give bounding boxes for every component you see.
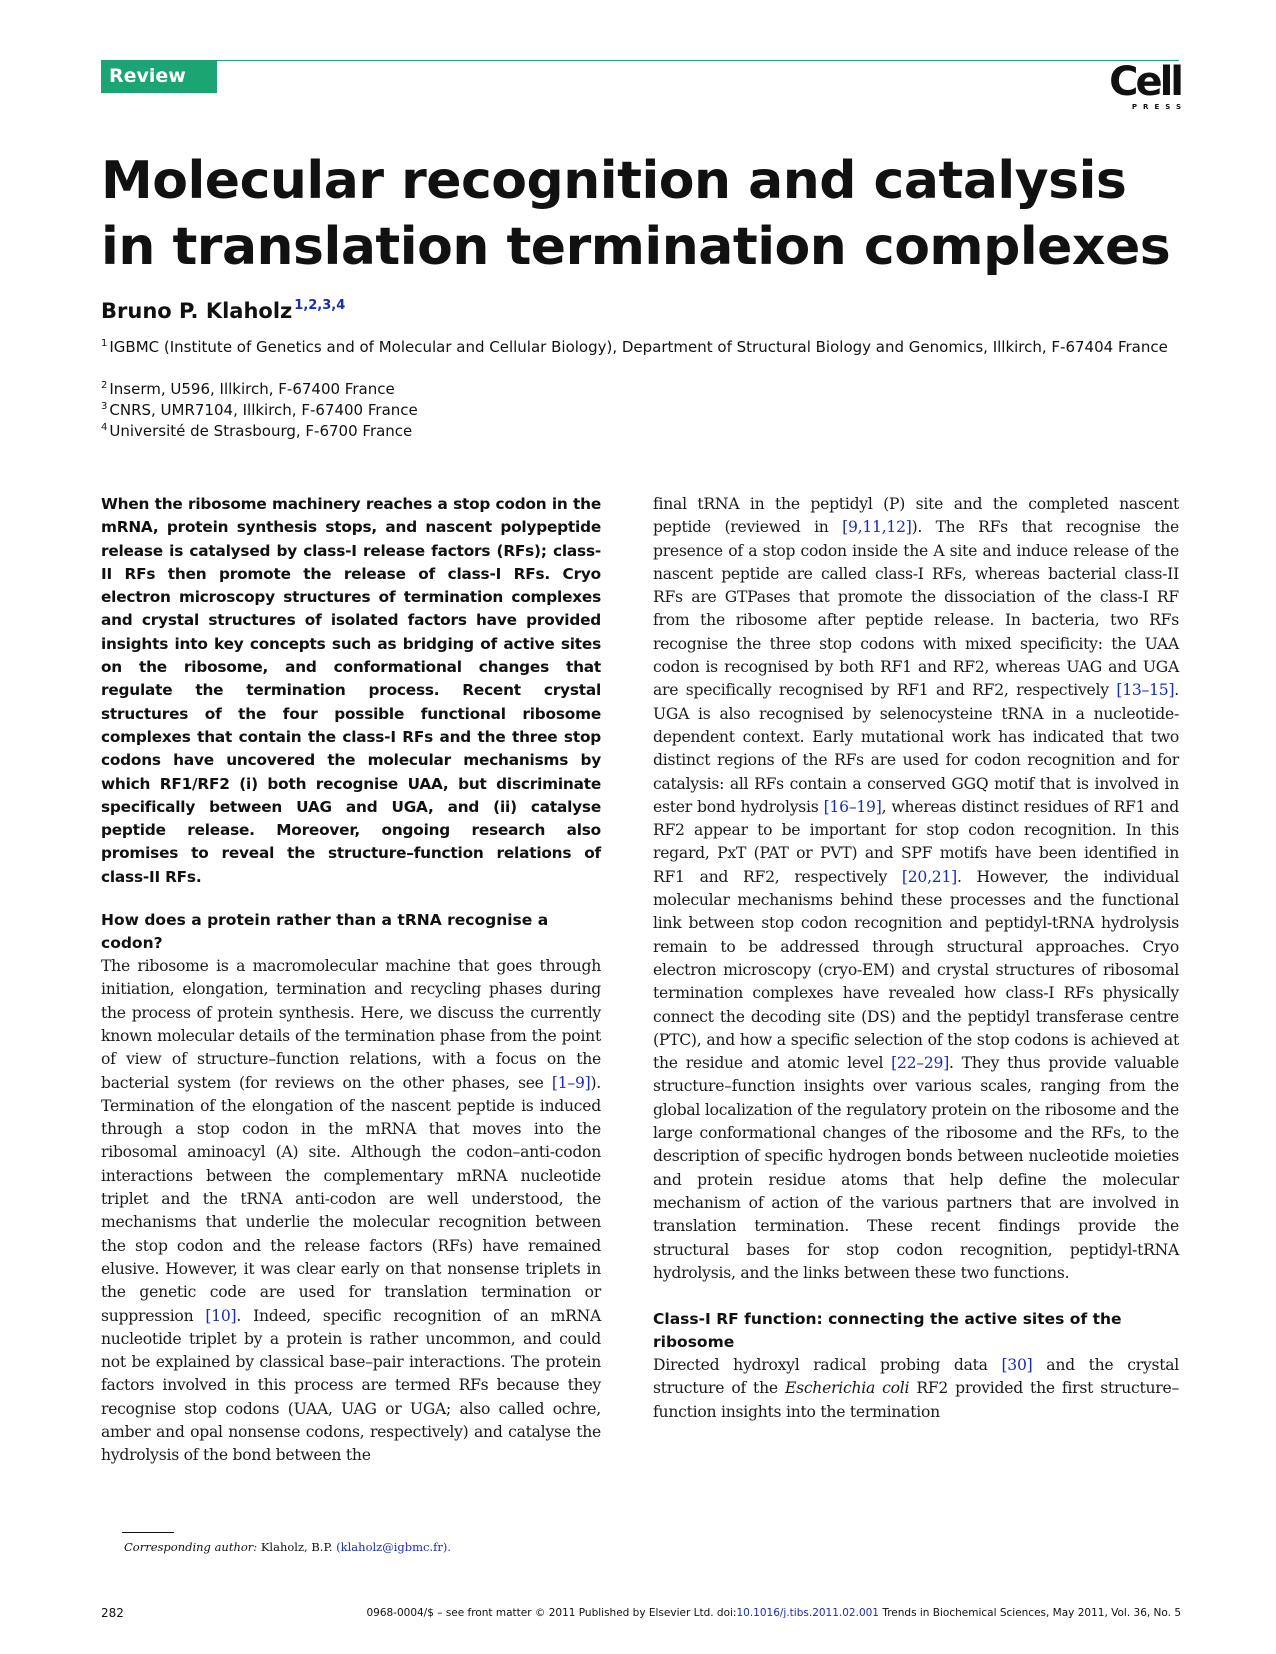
- footnote-label: Corresponding author:: [124, 1540, 258, 1554]
- logo-wordmark: Cell: [1109, 59, 1181, 105]
- footnote-author: Klaholz, B.P.: [260, 1540, 333, 1554]
- citation-link[interactable]: [16–19]: [823, 797, 882, 816]
- author-affiliation-marks: 1,2,3,4: [294, 298, 346, 313]
- abstract: When the ribosome machinery reaches a stop codon in the mRNA, protein synthesis stops, and nascent polypeptide release is catalysed by class-I release factors (RFs); class-II RFs then promote the release of class-I RFs. Cryo electron microscopy structures of termination complexes and crystal structures of isolated factors have provided insights into key concepts such as bridging of active sites on the ribosome, and conformational changes that regulate the termination process. Recent crystal structures of the four possible functional ribosome complexes that contain the class-I RFs and the three stop codons have uncovered the molecular mechanisms by which RF1/RF2 (i) both recognise UAA, but discriminate specifically between UAG and UGA, and (ii) catalyse peptide release. Moreover, ongoing research also promises to reveal the structure–function relations of class-II RFs.: [101, 495, 601, 886]
- logo-subtext: PRESS: [1131, 103, 1187, 111]
- journal-citation: Trends in Biochemical Sciences, May 2011, Vol. 36, No. 5: [882, 1607, 1181, 1619]
- citation-link[interactable]: [1–9]: [551, 1073, 591, 1092]
- affiliation-3: $^3$ CNRS, UMR7104, Illkirch, F-67400 France: [101, 401, 418, 419]
- body-paragraph-1: The ribosome is a macromolecular machine that goes through initiation, elongation, termination and recycling phases during the process of protein synthesis. Here, we discuss the currently known molecular details of the termination phase from the point of view of structure–function relations, with a focus on the bacterial system (for reviews on the other phases, see [1–9]). Termination of the elongation of the nascent peptide is induced through a stop codon in the mRNA that moves into the ribosomal aminoacyl (A) site. Although the codon–anti-codon interactions between the complementary mRNA nucleotide triplet and the tRNA anti-codon are well understood, the mechanisms that underlie the molecular recognition between the stop codon and the release factors (RFs) have remained elusive. However, it was clear early on that nonsense triplets in the genetic code are used for translation termination or suppression [10]. Indeed, specific recognition of an mRNA nucleotide triplet by a protein is rather uncommon, and could not be explained by classical base–pair interactions. The protein factors involved in this process are termed RFs because they recognise stop codons (UAA, UAG or UGA; also called ochre, amber and opal nonsense codons, respectively) and catalyse the hydrolysis of the bond between the: [101, 957, 602, 1465]
- right-column: [653, 493, 1179, 1424]
- citation-link[interactable]: [20,21]: [901, 867, 957, 886]
- corresponding-author-footnote: [124, 1540, 451, 1554]
- author-email-link[interactable]: (klaholz@igbmc.fr).: [336, 1540, 452, 1554]
- header-rule: [217, 60, 1179, 61]
- section-heading-class-i: Class-I RF function: connecting the active sites of the ribosome: [653, 1310, 1122, 1352]
- page-number: 282: [101, 1606, 124, 1620]
- left-column: [101, 493, 601, 1468]
- section-heading-codon: How does a protein rather than a tRNA recognise a codon?: [101, 911, 549, 953]
- species-name: Escherichia coli: [784, 1379, 910, 1398]
- body-paragraph-3: Directed hydroxyl radical probing data [30] and the crystal structure of the Escherichia coli RF2 provided the first structure–function insights into the termination: [653, 1356, 1180, 1421]
- citation-link[interactable]: [9,11,12]: [842, 518, 912, 537]
- affiliation-2: $^2$ Inserm, U596, Illkirch, F-67400 France: [101, 380, 395, 398]
- body-paragraph-2: final tRNA in the peptidyl (P) site and the completed nascent peptide (reviewed in [9,11,12]). The RFs that recognise the presence of a stop codon inside the A site and induce release of the nascent peptide are called class-I RFs, whereas bacterial class-II RFs are GTPases that promote the dissociation of the class-I RF from the ribosome after peptide release. In bacteria, two RFs recognise the three stop codons with mixed specificity: the UAA codon is recognised by both RF1 and RF2, whereas UAG and UGA are specifically recognised by RF1 and RF2, respectively [13–15]. UGA is also recognised by selenocysteine tRNA in a nucleotide-dependent context. Early mutational work has indicated that two distinct regions of the RFs are used for codon recognition and for catalysis: all RFs contain a conserved GGQ motif that is involved in ester bond hydrolysis [16–19], whereas distinct residues of RF1 and RF2 appear to be important for stop codon recognition. In this regard, PxT (PAT or PVT) and SPF motifs have been identified in RF1 and RF2, respectively [20,21]. However, the individual molecular mechanisms behind these processes and the functional link between stop codon recognition and peptidyl-tRNA hydrolysis remain to be addressed through structural approaches. Cryo electron microscopy (cryo-EM) and crystal structures of ribosomal termination complexes have revealed how class-I RFs physically connect the decoding site (DS) and the peptidyl transferase centre (PTC), and how a specific selection of the stop codons is achieved at the residue and atomic level [22–29]. They thus provide valuable structure–function insights over various scales, ranging from the global localization of the regulatory protein on the ribosome and the large conformational changes of the ribosome and the RFs, to the description of specific hydrogen bonds between nucleotide moieties and protein residue atoms that help define the molecular mechanism of action of the various partners that are involved in translation termination. These recent findings provide the structural bases for stop codon recognition, peptidyl-tRNA hydrolysis, and the links between these two functions.: [653, 495, 1179, 1282]
- author-line: [101, 298, 345, 323]
- article-title: Molecular recognition and catalysis in translation termination complexes: [101, 151, 1171, 277]
- footer-info: [263, 1607, 1181, 1619]
- footnote-rule: [122, 1532, 174, 1533]
- affiliation-4: $^4$ Université de Strasbourg, F-6700 France: [101, 422, 413, 440]
- doi-link[interactable]: 10.1016/j.tibs.2011.02.001: [736, 1607, 879, 1619]
- front-matter-text: 0968-0004/$ – see front matter © 2011 Published by Elsevier Ltd. doi:: [366, 1607, 737, 1619]
- citation-link[interactable]: [22–29]: [891, 1054, 950, 1073]
- citation-link[interactable]: [10]: [205, 1306, 237, 1325]
- citation-link[interactable]: [30]: [1001, 1356, 1033, 1375]
- affiliation-1: $^1$ IGBMC (Institute of Genetics and of Molecular and Cellular Biology), Department of Structural Biology and Genomics, Illkirch, F-67404 France: [101, 338, 1168, 356]
- cell-press-logo: [1103, 59, 1187, 111]
- section-badge: Review: [101, 60, 217, 93]
- author-name: Bruno P. Klaholz: [101, 299, 293, 323]
- citation-link[interactable]: [13–15]: [1116, 681, 1175, 700]
